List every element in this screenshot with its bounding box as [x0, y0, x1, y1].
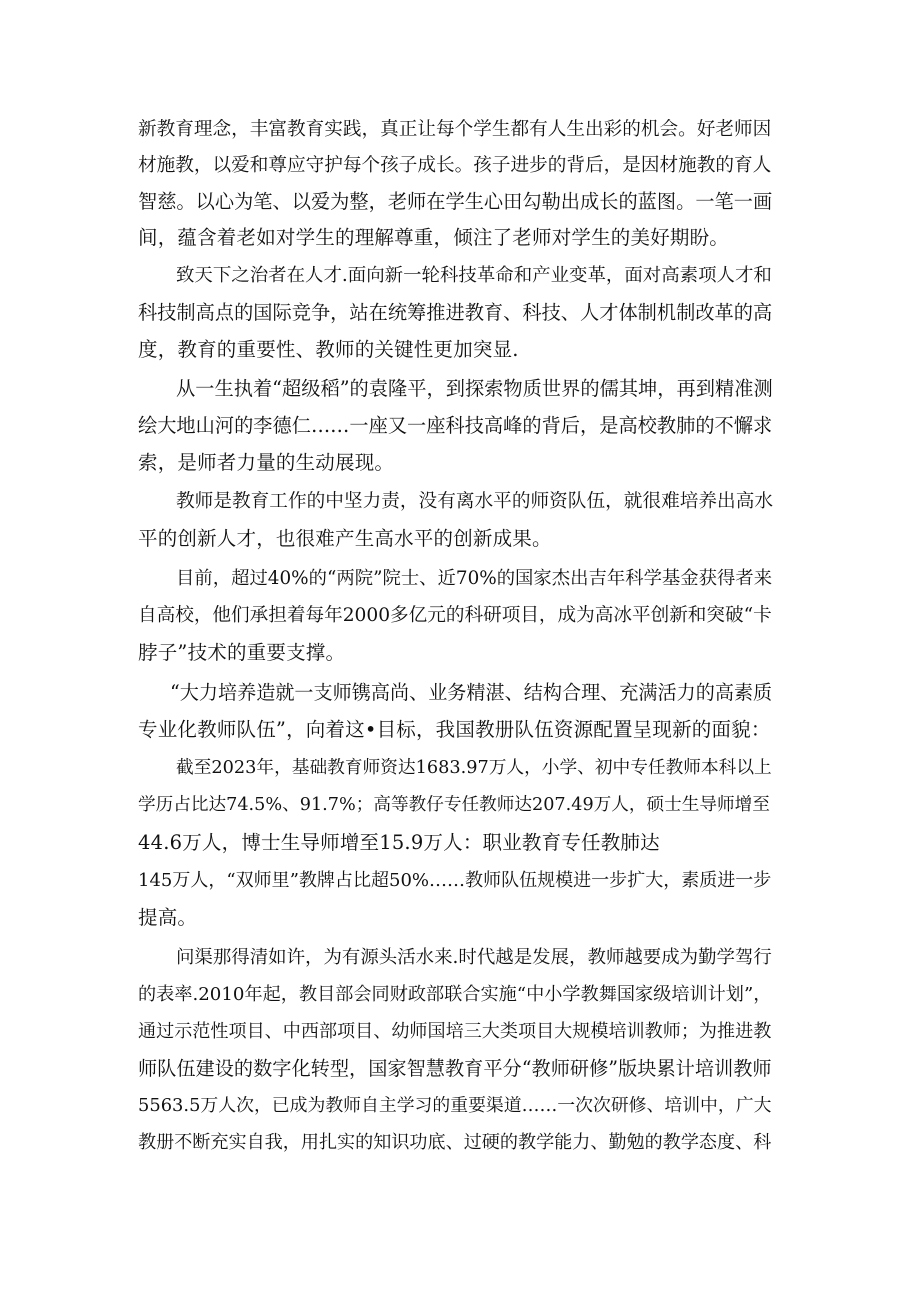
- text-line: 教册不断充实自我，用扎实的知识功底、过硬的教学能力、勤勉的教学态度、科: [138, 1132, 772, 1153]
- text-line: 材施教，以爱和尊应守护每个孩子成长。孩子进步的背后，是因材施教的育人: [138, 155, 772, 176]
- text-line: 通过示范性项目、中西部项目、幼师国培三大类项目大规模培训教师；为推进教: [138, 1021, 772, 1042]
- text-line: 学历占比达74.5%、91.7%；高等教仔专任教师达207.49万人，硕士生导师增至: [138, 795, 770, 815]
- text-line: 间，蕴含着老如对学生的理解尊重，倾注了老师对学生的美好期盼。: [138, 226, 730, 249]
- text-line: 新教育理念，丰富教育实践，真正让每个学生都有人生出彩的机会。好老师因: [138, 119, 772, 140]
- text-line: 绘大地山河的李德仁……一座又一座科技高峰的背后，是高校教肺的不懈求: [138, 414, 773, 437]
- text-line: 智慈。以心为笔、以爱为整，老师在学生心田勾勒出成长的蓝图。一笔一画: [138, 190, 773, 213]
- text-line: 教师是教育工作的中坚力责，没有离水平的师资队伍，就很难培养出高水: [176, 491, 773, 512]
- text-line: 师队伍建设的数字化转型，国家智慧教育平分“教师研修”版块累计培训教师: [138, 1057, 772, 1080]
- text-line: 44.6万人，博士生导师增至15.9万人：职业教育专任教肺达: [138, 831, 660, 854]
- text-line: “大力培养造就一支师镌高尚、业务精湛、结构合理、充满活力的高素质: [170, 681, 773, 704]
- text-line: 5563.5万人次，已成为教师自主学习的重要渠道……一次次研修、培训中，广大: [138, 1095, 772, 1116]
- text-line: 专业化教师队伍”，向着这•目标，我国教册队伍资源配置呈现新的面貌：: [138, 718, 771, 741]
- text-line: 致天下之治者在人才.面向新一轮科技革命和产业变革，面对高素项人才和: [176, 265, 772, 286]
- text-line: 自高校，他们承担着每年2000多亿元的科研项目，成为高冰平创新和突破“卡: [138, 605, 772, 626]
- text-line: 的表率.2010年起，教目部会同财政部联合实施“中小学教舞国家级培训计划”，: [138, 984, 772, 1005]
- text-line: 脖子”技术的重要支撑。: [138, 641, 346, 664]
- text-line: 科技制高点的国际竞争，站在统筹推进教育、科技、人才体制机制改革的高: [138, 301, 773, 324]
- text-line: 目前，超过40%的“两院”院士、近70%的国家杰出吉年科学基金获得者来: [176, 568, 773, 589]
- text-line: 提高。: [138, 906, 198, 929]
- text-line: 从一生执着“超级稻”的袁隆平，到探索物质世界的儒其坤，再到精准测: [176, 377, 773, 400]
- text-line: 索，是师者力量的生动展现。: [138, 451, 395, 474]
- text-line: 平的创新人才，也很难产生高水平的创新成果。: [138, 527, 552, 550]
- text-line: 截至2023年，基础教育师资达1683.97万人，小学、初中专任教师本科以上: [176, 758, 772, 778]
- text-line: 145万人，“双师里”教牌占比超50%……教师队伍规模进一步扩大，素质进一步: [138, 870, 772, 891]
- text-line: 度，教育的重要性、教师的关键性更加突显.: [138, 338, 519, 361]
- text-line: 问渠那得清如许，为有源头活水来.时代越是发展，教师越要成为勤学驾行: [176, 947, 772, 968]
